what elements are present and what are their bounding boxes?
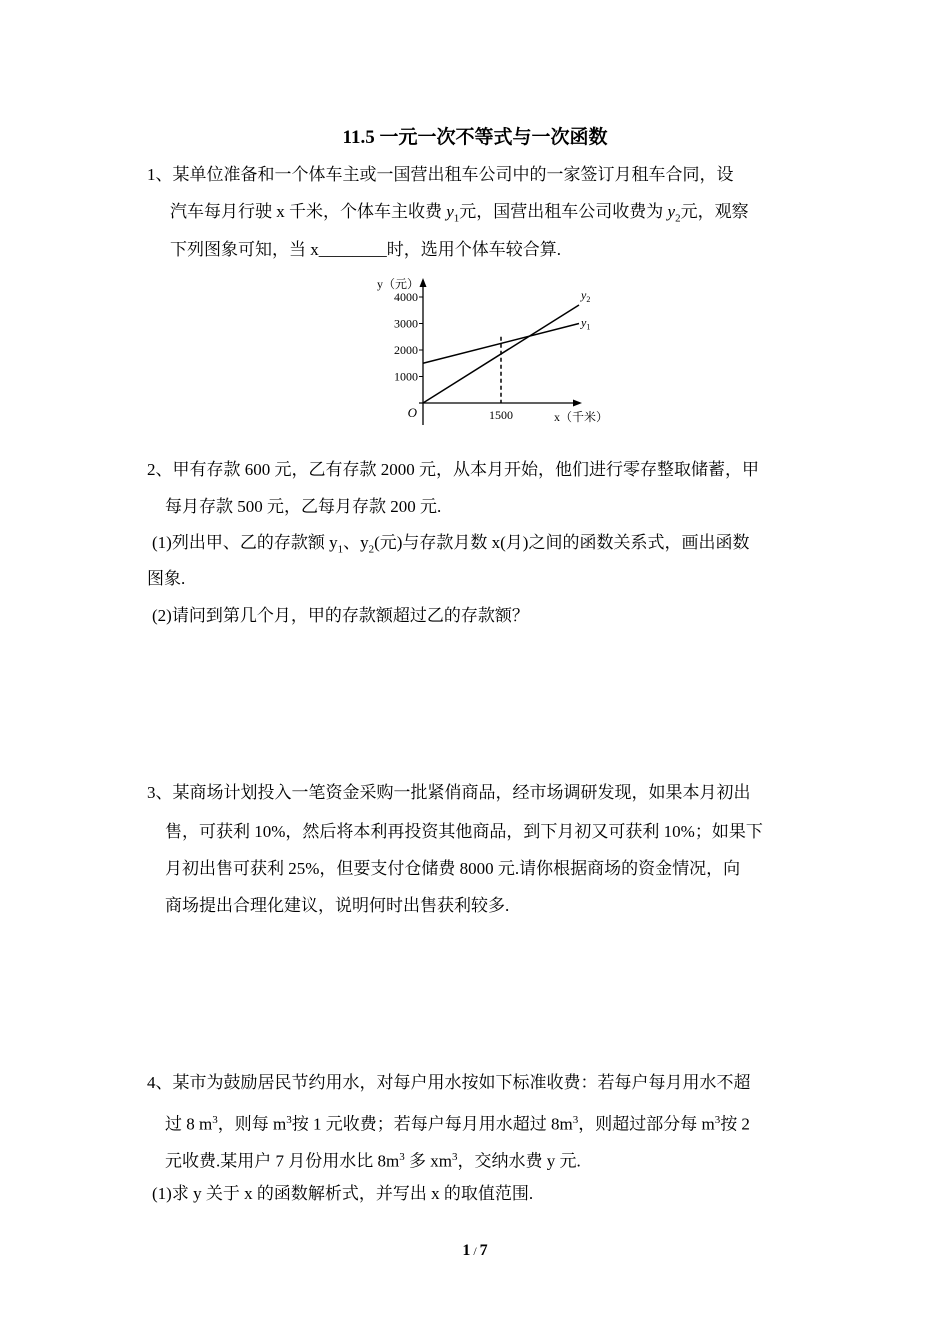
q1-line-2-part-a: 汽车每月行驶 x 千米，个体车主收费 xyxy=(170,202,447,221)
series-label-y1: $y_1$ xyxy=(581,315,591,332)
q1-line-3: 下列图象可知，当 x________时，选用个体车较合算. xyxy=(170,240,561,259)
q2-line-3-part-c: (元)与存款月数 x(月)之间的函数关系式，画出函数 xyxy=(374,533,750,552)
q4-line-2 xyxy=(165,1109,750,1136)
q4-line-2-part-c: 按 1 元收费；若每户每月用水超过 8m xyxy=(291,1114,573,1134)
q2-line-3-part-b: 、y xyxy=(343,533,369,552)
q3-line-3: 月初出售可获利 25%，但要支付仓储费 8000 元.请你根据商场的资金情况，向 xyxy=(165,859,741,878)
q1-line-1: 1、某单位准备和一个体车主或一国营出租车公司中的一家签订月租车合同，设 xyxy=(147,165,734,184)
q4-sup-1: 3 xyxy=(212,1114,218,1126)
series-label-sub-y1: 1 xyxy=(586,322,591,332)
q4-line-3-part-a: 元收费.某用户 7 月份用水比 8m xyxy=(165,1151,400,1171)
q1-line-2 xyxy=(170,201,749,229)
series-label-sub-y2: 2 xyxy=(586,294,591,304)
q3-line-2: 售，可获利 10%，然后将本利再投资其他商品，到下月初又可获利 10%；如果下 xyxy=(165,822,763,841)
q4-sup-5: 3 xyxy=(399,1151,405,1163)
q4-sup-2: 3 xyxy=(286,1114,292,1126)
q4-sup-4: 3 xyxy=(714,1114,721,1126)
y-axis-arrow xyxy=(420,278,427,287)
page-separator: / xyxy=(470,1244,480,1258)
y-axis-label: y（元） xyxy=(376,277,419,291)
q2-y1-subscript: 1 xyxy=(337,543,344,556)
x-axis-label: x（千米） xyxy=(554,410,609,424)
q4-line-2-part-e: 按 2 xyxy=(720,1114,750,1134)
q2-line-5: (2)请问到第几个月，甲的存款额超过乙的存款额？ xyxy=(152,606,529,625)
q2-line-2: 每月存款 500 元，乙每月存款 200 元. xyxy=(165,497,442,516)
q4-line-4: (1)求 y 关于 x 的函数解析式，并写出 x 的取值范围. xyxy=(152,1184,534,1203)
y1-subscript: 1 xyxy=(453,212,460,225)
q1-line-chart xyxy=(372,272,617,430)
q1-line-2-part-c: 元，观察 xyxy=(680,202,749,221)
x-tick-label-1500: 1500 xyxy=(489,408,513,422)
page-footer xyxy=(0,1242,950,1260)
page-title: 11.5 一元一次不等式与一次函数 xyxy=(342,127,608,148)
q4-line-2-part-d: ，则超过部分每 m xyxy=(578,1114,715,1134)
q1-line-2-part-b: 元，国营出租车公司收费为 xyxy=(459,202,668,221)
q2-y2-subscript: 2 xyxy=(368,543,375,556)
q4-line-3-part-c: ，交纳水费 y 元. xyxy=(457,1151,581,1171)
series-line-y1 xyxy=(423,324,579,364)
q4-sup-3: 3 xyxy=(572,1114,579,1126)
q4-sup-6: 3 xyxy=(451,1151,458,1163)
series-label-y2: $y_2$ xyxy=(581,287,591,304)
q2-line-3 xyxy=(152,532,749,560)
page-number: 1 xyxy=(462,1242,471,1259)
y2-subscript: 2 xyxy=(675,212,681,225)
x-axis-arrow xyxy=(573,400,582,407)
q4-line-2-part-a: 过 8 m xyxy=(165,1114,213,1134)
q2-line-4: 图象. xyxy=(147,569,186,588)
q4-line-3 xyxy=(165,1146,581,1173)
y-tick-label-2000: 2000 xyxy=(394,343,418,357)
q4-line-2-part-b: ，则每 m xyxy=(217,1114,287,1134)
q4-line-3-part-b: 多 xm xyxy=(404,1151,452,1171)
y-tick-label-3000: 3000 xyxy=(394,316,418,331)
y2-symbol: y xyxy=(667,202,676,221)
q2-line-3-part-a: (1)列出甲、乙的存款额 y xyxy=(152,533,338,552)
q3-line-4: 商场提出合理化建议，说明何时出售获利较多. xyxy=(165,896,510,915)
q3-line-1: 3、某商场计划投入一笔资金采购一批紧俏商品，经市场调研发现，如果本月初出 xyxy=(147,783,751,802)
q2-line-1: 2、甲有存款 600 元，乙有存款 2000 元，从本月开始，他们进行零存整取储蓄，甲 xyxy=(147,460,759,479)
y-tick-label-4000: 4000 xyxy=(394,290,418,304)
page-total: 7 xyxy=(479,1242,488,1259)
q4-line-1: 4、某市为鼓励居民节约用水，对每户用水按如下标准收费：若每户每月用水不超 xyxy=(147,1073,751,1092)
origin-label: O xyxy=(407,405,417,420)
y1-symbol: y xyxy=(446,202,454,221)
y-tick-label-1000: 1000 xyxy=(394,369,418,384)
